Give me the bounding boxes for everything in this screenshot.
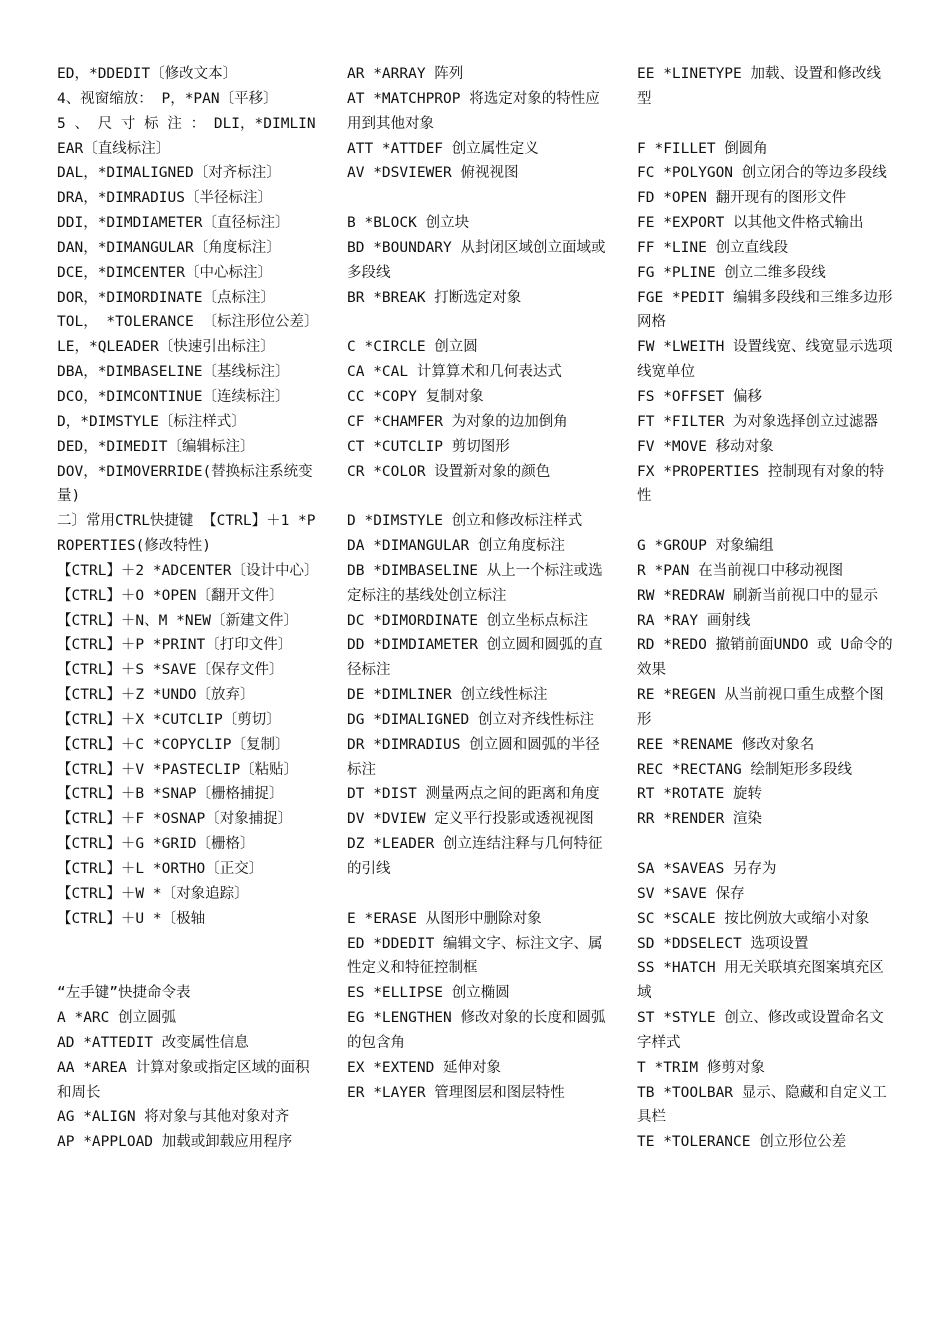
- command-entry: DD *DIMDIAMETER 创立圆和圆弧的直径标注: [347, 637, 603, 679]
- command-entry: 【CTRL】＋G *GRID〔栅格〕: [57, 836, 255, 853]
- command-entry: “左手键”快捷命令表: [57, 985, 191, 1002]
- command-entry: 【CTRL】＋V *PASTECLIP〔粘贴〕: [57, 761, 299, 778]
- command-entry: LE，*QLEADER〔快速引出标注〕: [57, 339, 275, 356]
- command-entry: ED，*DDEDIT〔修改文本〕: [57, 66, 238, 82]
- command-entry: 【CTRL】＋U *〔极轴: [57, 910, 206, 927]
- command-entry: 【CTRL】＋F *OSNAP〔对象捕捉〕: [57, 811, 293, 828]
- command-entry: RR *RENDER 渲染: [637, 811, 763, 828]
- command-entry: DOV，*DIMOVERRIDE(替换标注系统变量): [57, 463, 313, 505]
- command-entry: DA *DIMANGULAR 创立角度标注: [347, 538, 565, 555]
- command-entry: REE *RENAME 修改对象名: [637, 736, 815, 753]
- command-entry: FX *PROPERTIES 控制现有对象的特性: [637, 463, 884, 505]
- command-entry: BR *BREAK 打断选定对象: [347, 289, 522, 306]
- command-entry: DZ *LEADER 创立连结注释与几何特征的引线: [347, 836, 603, 877]
- command-entry: CT *CUTCLIP 剪切图形: [347, 438, 510, 455]
- command-entry: D，*DIMSTYLE〔标注样式〕: [57, 413, 246, 430]
- command-entry: 5 、 尺 寸 标 注 ： DLI，*DIMLINEAR〔直线标注〕: [57, 115, 316, 157]
- command-entry: DRA，*DIMRADIUS〔半径标注〕: [57, 190, 272, 207]
- command-entry: F *FILLET 倒圆角: [637, 140, 768, 157]
- command-entry: AD *ATTEDIT 改变属性信息: [57, 1034, 249, 1051]
- command-entry: RE *REGEN 从当前视口重生成整个图形: [637, 687, 884, 728]
- command-entry: 【CTRL】＋B *SNAP〔栅格捕捉〕: [57, 786, 284, 803]
- command-entry: AV *DSVIEWER 俯视视图: [347, 165, 519, 182]
- command-entry: SD *DDSELECT 选项设置: [637, 935, 809, 952]
- command-entry: 【CTRL】＋P *PRINT〔打印文件〕: [57, 637, 293, 654]
- command-entry: G *GROUP 对象编组: [637, 538, 774, 555]
- command-entry: TE *TOLERANCE 创立形位公差: [637, 1134, 847, 1151]
- command-entry: EG *LENGTHEN 修改对象的长度和圆弧的包含角: [347, 1010, 606, 1051]
- column-left: [57, 62, 317, 1155]
- command-entry: FC *POLYGON 创立闭合的等边多段线: [637, 165, 887, 182]
- command-entry: EX *EXTEND 延伸对象: [347, 1059, 502, 1076]
- command-entry: CC *COPY 复制对象: [347, 388, 484, 405]
- command-entry: DAL，*DIMALIGNED〔对齐标注〕: [57, 165, 281, 182]
- command-entry: FG *PLINE 创立二维多段线: [637, 264, 826, 281]
- command-entry: DV *DVIEW 定义平行投影或透视视图: [347, 811, 594, 828]
- blank-line: [347, 310, 609, 335]
- command-entry: DOR，*DIMORDINATE〔点标注〕: [57, 289, 275, 306]
- command-entry: TB *TOOLBAR 显示、隐藏和自定义工具栏: [637, 1084, 887, 1126]
- command-entry: AG *ALIGN 将对象与其他对象对齐: [57, 1109, 290, 1126]
- command-entry: ER *LAYER 管理图层和图层特性: [347, 1084, 565, 1101]
- command-entry: 【CTRL】＋N、M *NEW〔新建文件〕: [57, 612, 299, 629]
- command-entry: C *CIRCLE 创立圆: [347, 339, 478, 356]
- command-entry: DCO，*DIMCONTINUE〔连续标注〕: [57, 388, 290, 405]
- command-entry: FS *OFFSET 偏移: [637, 388, 763, 405]
- command-entry: SC *SCALE 按比例放大或缩小对象: [637, 910, 870, 927]
- command-entry: FW *LWEITH 设置线宽、线宽显示选项线宽单位: [637, 339, 893, 381]
- command-entry: RT *ROTATE 旋转: [637, 786, 763, 803]
- command-entry: 【CTRL】＋X *CUTCLIP〔剪切〕: [57, 711, 281, 728]
- column-right: [637, 62, 895, 1155]
- command-entry: DC *DIMORDINATE 创立坐标点标注: [347, 612, 589, 629]
- command-entry: BD *BOUNDARY 从封闭区域创立面域或多段线: [347, 239, 606, 281]
- column-middle: [347, 62, 609, 1105]
- command-entry: FV *MOVE 移动对象: [637, 438, 774, 455]
- command-entry: R *PAN 在当前视口中移动视图: [637, 562, 844, 579]
- blank-line: [57, 932, 317, 957]
- command-entry: T *TRIM 修剪对象: [637, 1059, 765, 1076]
- command-entry: 【CTRL】＋C *COPYCLIP〔复制〕: [57, 736, 290, 753]
- command-entry: DCE，*DIMCENTER〔中心标注〕: [57, 264, 272, 281]
- command-entry: 【CTRL】＋O *OPEN〔翻开文件〕: [57, 587, 284, 604]
- command-entry: DR *DIMRADIUS 创立圆和圆弧的半径标注: [347, 736, 600, 778]
- command-entry: DB *DIMBASELINE 从上一个标注或选定标注的基线处创立标注: [347, 562, 603, 604]
- command-entry: ED *DDEDIT 编辑文字、标注文字、属性定义和特征控制框: [347, 935, 603, 977]
- command-entry: DE *DIMLINER 创立线性标注: [347, 687, 548, 704]
- command-entry: ST *STYLE 创立、修改或设置命名文字样式: [637, 1010, 884, 1051]
- command-entry: FE *EXPORT 以其他文件格式输出: [637, 215, 864, 232]
- command-entry: DBA，*DIMBASELINE〔基线标注〕: [57, 364, 290, 381]
- command-entry: D *DIMSTYLE 创立和修改标注样式: [347, 513, 583, 530]
- blank-line: [637, 509, 895, 534]
- blank-line: [347, 882, 609, 907]
- blank-line: [347, 484, 609, 509]
- command-entry: DAN，*DIMANGULAR〔角度标注〕: [57, 239, 281, 256]
- command-entry: 【CTRL】＋S *SAVE〔保存文件〕: [57, 662, 284, 679]
- blank-line: [347, 186, 609, 211]
- command-entry: RW *REDRAW 刷新当前视口中的显示: [637, 587, 879, 604]
- command-entry: 二〕常用CTRL快捷键 【CTRL】＋1 *PROPERTIES(修改特性): [57, 513, 316, 555]
- command-entry: ES *ELLIPSE 创立椭圆: [347, 985, 510, 1002]
- command-entry: DG *DIMALIGNED 创立对齐线性标注: [347, 711, 594, 728]
- command-entry: FF *LINE 创立直线段: [637, 239, 789, 256]
- command-entry: DDI，*DIMDIAMETER〔直径标注〕: [57, 215, 290, 232]
- command-entry: CR *COLOR 设置新对象的颜色: [347, 463, 551, 480]
- command-entry: AP *APPLOAD 加载或卸载应用程序: [57, 1134, 293, 1151]
- command-entry: DED，*DIMEDIT〔编辑标注〕: [57, 438, 255, 455]
- command-entry: RD *REDO 撤销前面UNDO 或 U命令的效果: [637, 637, 893, 679]
- command-entry: DT *DIST 测量两点之间的距离和角度: [347, 786, 600, 803]
- command-entry: FT *FILTER 为对象选择创立过滤器: [637, 413, 879, 430]
- command-entry: A *ARC 创立圆弧: [57, 1010, 177, 1027]
- command-entry: AA *AREA 计算对象或指定区域的面积和周长: [57, 1059, 310, 1101]
- command-entry: B *BLOCK 创立块: [347, 215, 470, 232]
- command-entry: SS *HATCH 用无关联填充图案填充区域: [637, 960, 884, 1002]
- command-entry: SA *SAVEAS 另存为: [637, 861, 777, 877]
- command-entry: FD *OPEN 翻开现有的图形文件: [637, 190, 847, 207]
- command-entry: ATT *ATTDEF 创立属性定义: [347, 140, 539, 157]
- command-entry: TOL， *TOLERANCE 〔标注形位公差〕: [57, 314, 319, 331]
- command-entry: 4、视窗缩放： P，*PAN〔平移〕: [57, 90, 278, 107]
- command-entry: FGE *PEDIT 编辑多段线和三维多边形网格: [637, 289, 893, 331]
- command-entry: AR *ARRAY 阵列: [347, 66, 464, 82]
- command-entry: 【CTRL】＋L *ORTHO〔正交〕: [57, 861, 264, 877]
- blank-line: [637, 832, 895, 857]
- command-entry: RA *RAY 画射线: [637, 612, 751, 629]
- command-entry: REC *RECTANG 绘制矩形多段线: [637, 761, 852, 778]
- command-entry: AT *MATCHPROP 将选定对象的特性应用到其他对象: [347, 90, 600, 132]
- blank-line: [637, 112, 895, 137]
- command-entry: EE *LINETYPE 加载、设置和修改线型: [637, 66, 881, 107]
- command-entry: 【CTRL】＋W *〔对象追踪〕: [57, 885, 249, 902]
- command-entry: CF *CHAMFER 为对象的边加倒角: [347, 413, 568, 430]
- command-entry: SV *SAVE 保存: [637, 885, 745, 902]
- command-entry: 【CTRL】＋Z *UNDO〔放弃〕: [57, 687, 255, 704]
- command-entry: 【CTRL】＋2 *ADCENTER〔设计中心〕: [57, 562, 319, 579]
- command-entry: E *ERASE 从图形中删除对象: [347, 910, 542, 927]
- blank-line: [57, 956, 317, 981]
- command-entry: CA *CAL 计算算术和几何表达式: [347, 364, 562, 381]
